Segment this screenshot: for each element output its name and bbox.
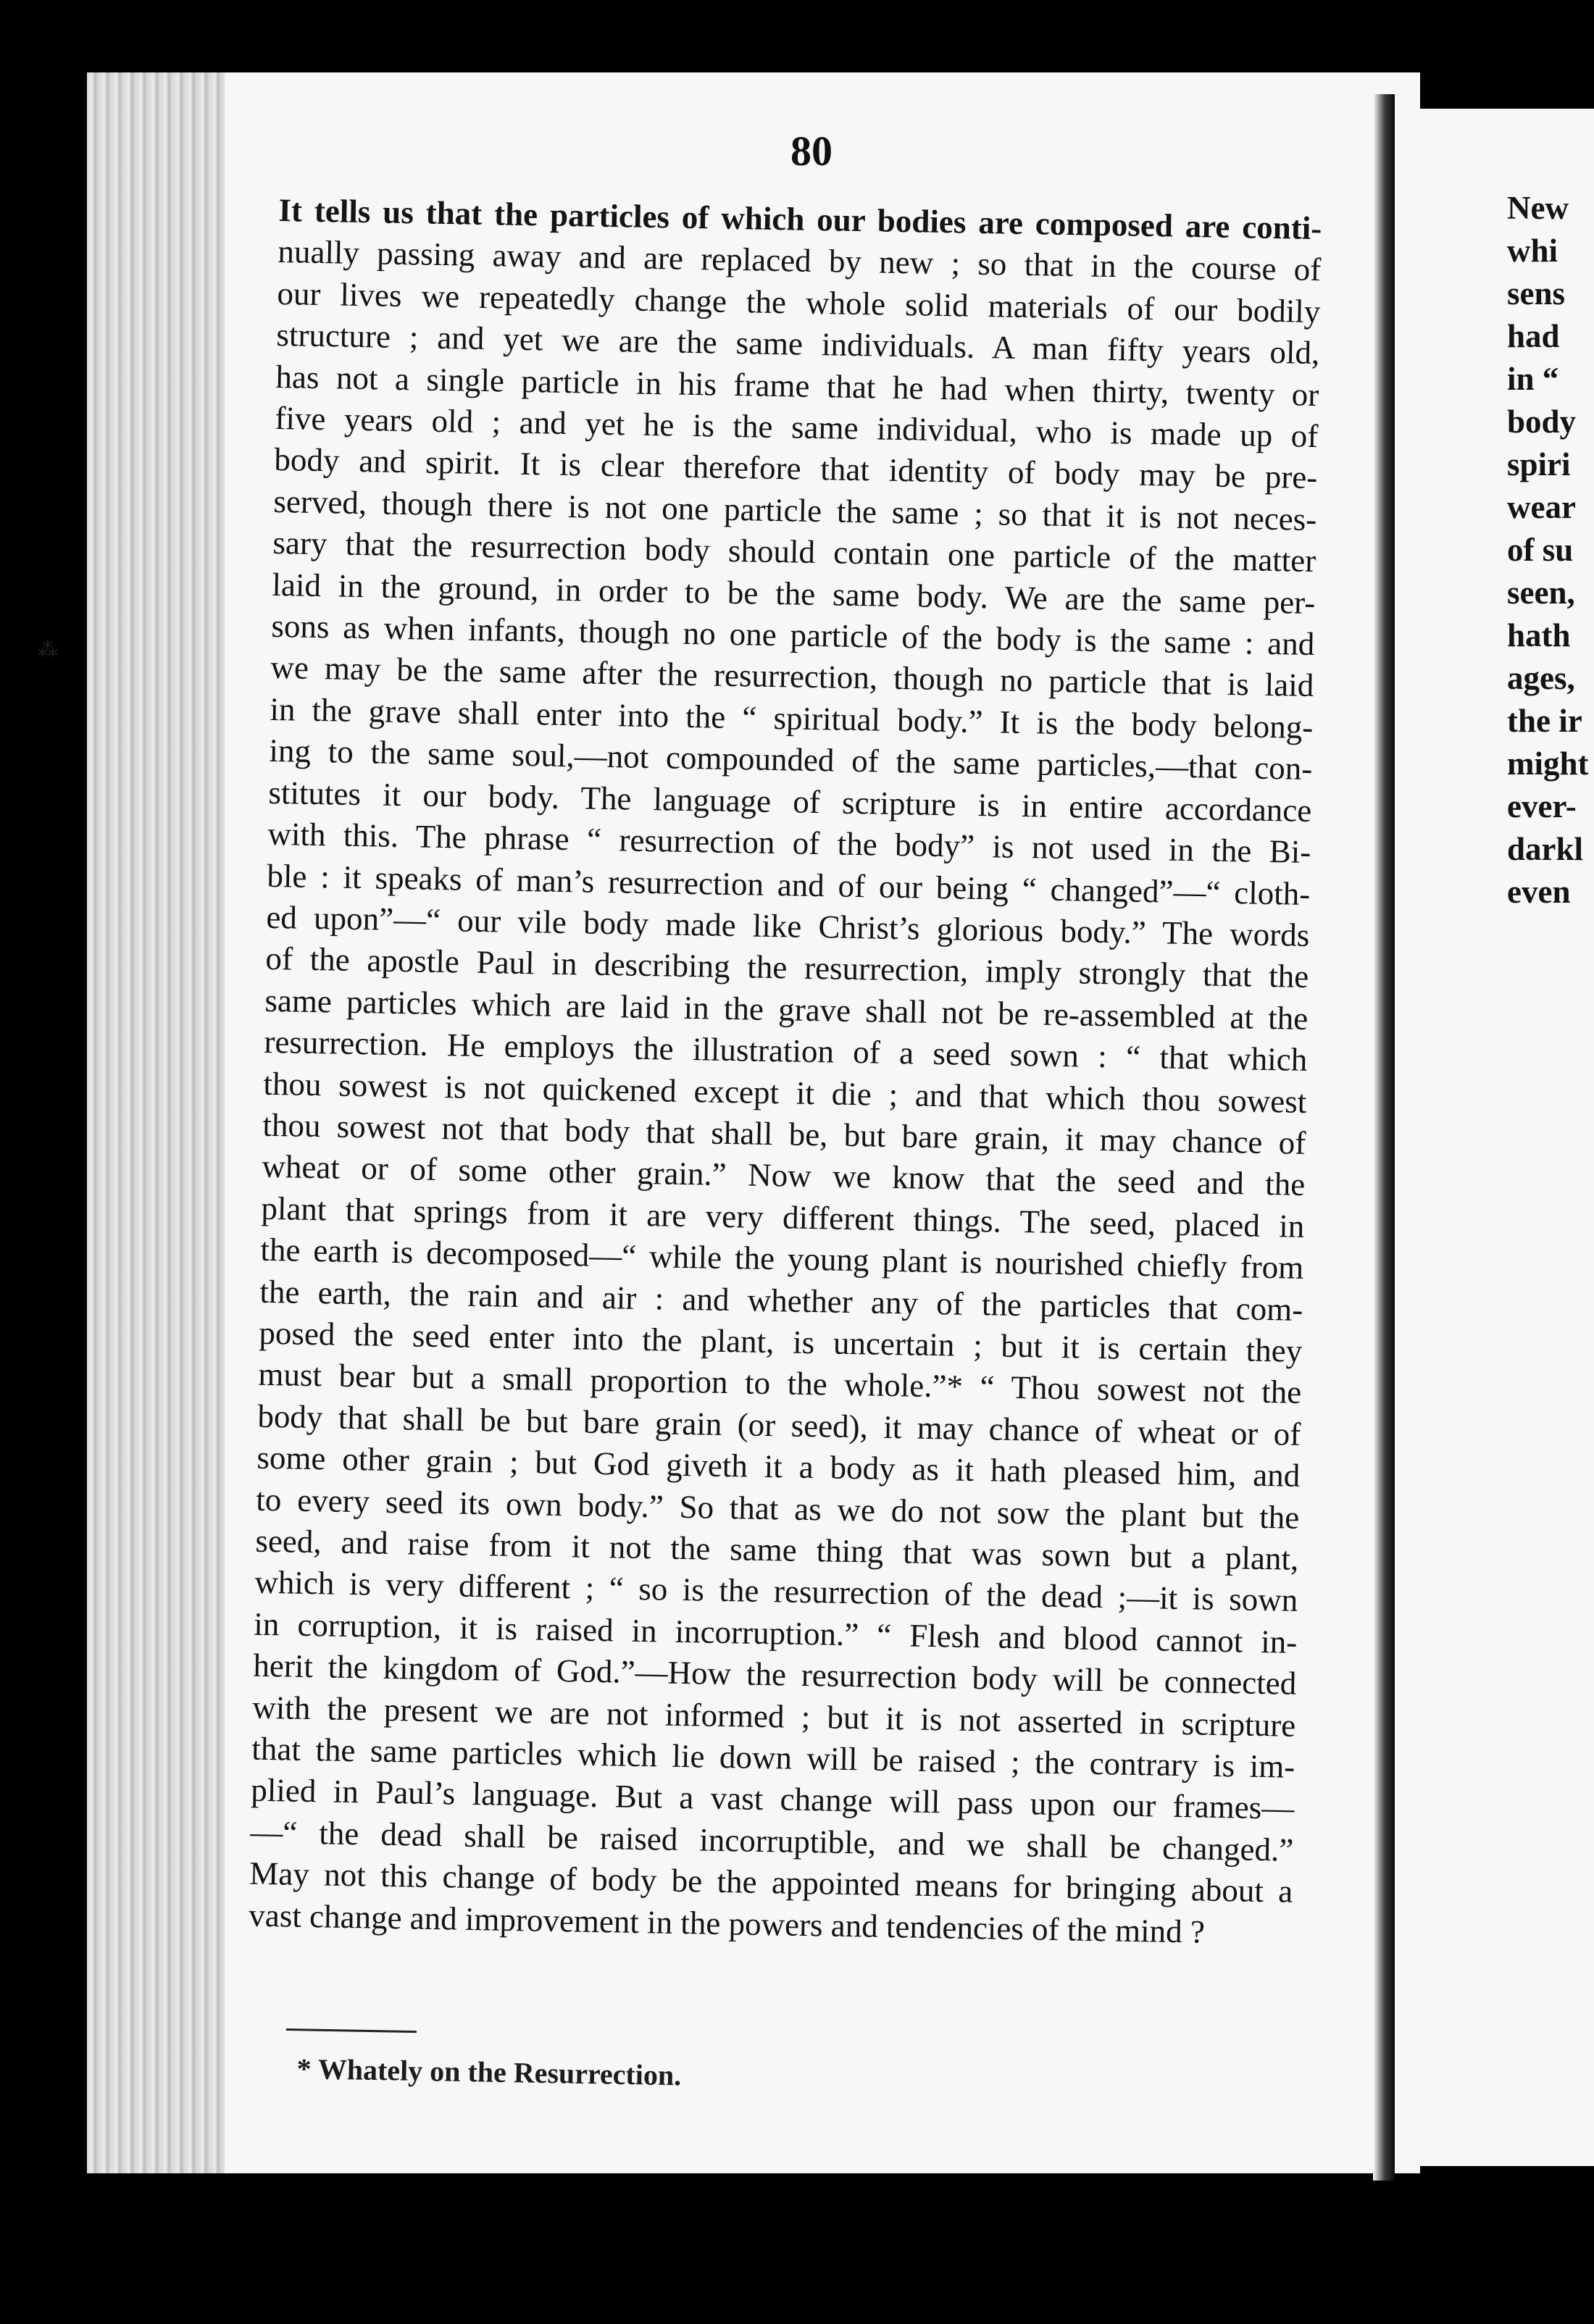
facing-text-line: hath xyxy=(1507,617,1571,653)
body-text xyxy=(249,190,1322,1955)
book-gutter xyxy=(1373,94,1395,2181)
text-line: wheat or of some other grain.” Now we know that the seed and the xyxy=(262,1148,1306,1203)
facing-text-line: seen, xyxy=(1507,574,1575,611)
page-number: 80 xyxy=(790,128,833,175)
text-line: that the same particles which lie down will be raised ; the contrary is im- xyxy=(251,1730,1295,1785)
facing-text-line: spiri xyxy=(1507,446,1571,482)
text-line: sary that the resurrection body should contain one particle of the matter xyxy=(272,524,1316,580)
text-line: served, though there is not one particle the same ; so that it is not neces- xyxy=(273,482,1317,538)
facing-text-line: darkl xyxy=(1507,831,1584,867)
text-line: posed the seed enter into the plant, is uncertain ; but it is certain they xyxy=(259,1314,1303,1369)
facing-text-line: the ir xyxy=(1507,703,1582,739)
facing-text-line: New xyxy=(1507,190,1569,226)
text-line: in corruption, it is raised in incorruption.” “ Flesh and blood cannot in- xyxy=(254,1605,1298,1660)
facing-text-line: sens xyxy=(1507,275,1566,312)
text-line: same particles which are laid in the grave shall not be re-assembled at the xyxy=(264,982,1309,1037)
text-line: nually passing away and are replaced by new ; so that in the course of xyxy=(278,233,1322,288)
text-line: with this. The phrase “ resurrection of the body” is not used in the Bi- xyxy=(267,815,1311,871)
text-line: May not this change of body be the appointed means for bringing about a xyxy=(249,1855,1293,1910)
text-line: with the present we are not informed ; but it is not asserted in scripture xyxy=(252,1689,1296,1744)
facing-text-line: even xyxy=(1507,874,1571,910)
text-line: ing to the same soul,—not compounded of the same particles,—that con- xyxy=(269,732,1313,787)
text-line: thou sowest is not quickened except it die ; and that which thou sowest xyxy=(263,1065,1307,1120)
text-line: must bear but a small proportion to the whole.”* “ Thou sowest not the xyxy=(258,1356,1302,1411)
text-line: plied in Paul’s language. But a vast change will pass upon our frames— xyxy=(251,1772,1295,1827)
text-line: we may be the same after the resurrection, though no particle that is laid xyxy=(270,649,1314,704)
text-line: It tells us that the particles of which our bodies are composed are conti- xyxy=(278,191,1322,247)
text-line: stitutes it our body. The language of scripture is in entire accordance xyxy=(268,774,1312,829)
facing-text-line: body xyxy=(1507,404,1577,440)
facing-text-line: of su xyxy=(1507,532,1574,568)
footnote: * Whately on the Resurrection. xyxy=(296,2052,682,2092)
text-line: vast change and improvement in the powers and tendencies of the mind ? xyxy=(248,1897,1206,1950)
scan-speck: ⁂ xyxy=(38,639,58,661)
text-line: of the apostle Paul in describing the resurrection, imply strongly that the xyxy=(265,940,1309,995)
text-line: in the grave shall enter into the “ spiritual body.” It is the body belong- xyxy=(270,690,1314,745)
text-line: ble : it speaks of man’s resurrection and of our being “ changed”—“ cloth- xyxy=(267,857,1311,912)
facing-text-line: had xyxy=(1507,318,1560,354)
text-line: to every seed its own body.” So that as we do not sow the plant but the xyxy=(256,1481,1300,1536)
text-line: sons as when infants, though no one particle of the body is the same : and xyxy=(271,607,1315,663)
text-line: laid in the ground, in order to be the same body. We are the same per- xyxy=(272,566,1316,621)
text-line: seed, and raise from it not the same thing that was sown but a plant, xyxy=(255,1522,1299,1577)
text-line: herit the kingdom of God.”—How the resurrection body will be connected xyxy=(253,1647,1297,1702)
text-line: which is very different ; “ so is the resurrection of the dead ;—it is sown xyxy=(254,1564,1298,1619)
text-line: the earth, the rain and air : and whether any of the particles that com- xyxy=(259,1273,1303,1328)
facing-page-text xyxy=(1507,187,1594,914)
facing-text-line: might xyxy=(1507,745,1589,782)
text-line: thou sowest not that body that shall be, but bare grain, it may chance of xyxy=(262,1106,1306,1161)
facing-text-line: ever- xyxy=(1507,788,1577,824)
text-line: structure ; and yet we are the same individuals. A man fifty years old, xyxy=(276,317,1320,372)
page-edges xyxy=(87,72,225,2173)
text-line: resurrection. He employs the illustration of a seed sown : “ that which xyxy=(264,1023,1308,1079)
text-line: body and spirit. It is clear therefore that identity of body may be pre- xyxy=(274,441,1318,496)
text-line: has not a single particle in his frame that he had when thirty, twenty or xyxy=(275,358,1319,413)
facing-text-line: in “ xyxy=(1507,361,1559,397)
text-line: body that shall be but bare grain (or seed), it may chance of wheat or of xyxy=(257,1397,1301,1452)
text-line: the earth is decomposed—“ while the young plant is nourished chiefly from xyxy=(260,1231,1304,1287)
facing-text-line: ages, xyxy=(1507,660,1575,696)
text-line: our lives we repeatedly change the whole solid materials of our bodily xyxy=(277,275,1321,330)
text-line: five years old ; and yet he is the same individual, who is made up of xyxy=(275,399,1319,455)
text-line: —“ the dead shall be raised incorruptible, and we shall be changed.” xyxy=(250,1813,1294,1868)
facing-text-line: whi xyxy=(1507,233,1558,269)
text-line: plant that springs from it are very different things. The seed, placed in xyxy=(261,1190,1305,1245)
text-line: ed upon”—“ our vile body made like Christ’s glorious body.” The words xyxy=(266,898,1310,953)
text-line: some other grain ; but God giveth it a body as it hath pleased him, and xyxy=(256,1439,1301,1495)
facing-text-line: wear xyxy=(1507,489,1576,525)
